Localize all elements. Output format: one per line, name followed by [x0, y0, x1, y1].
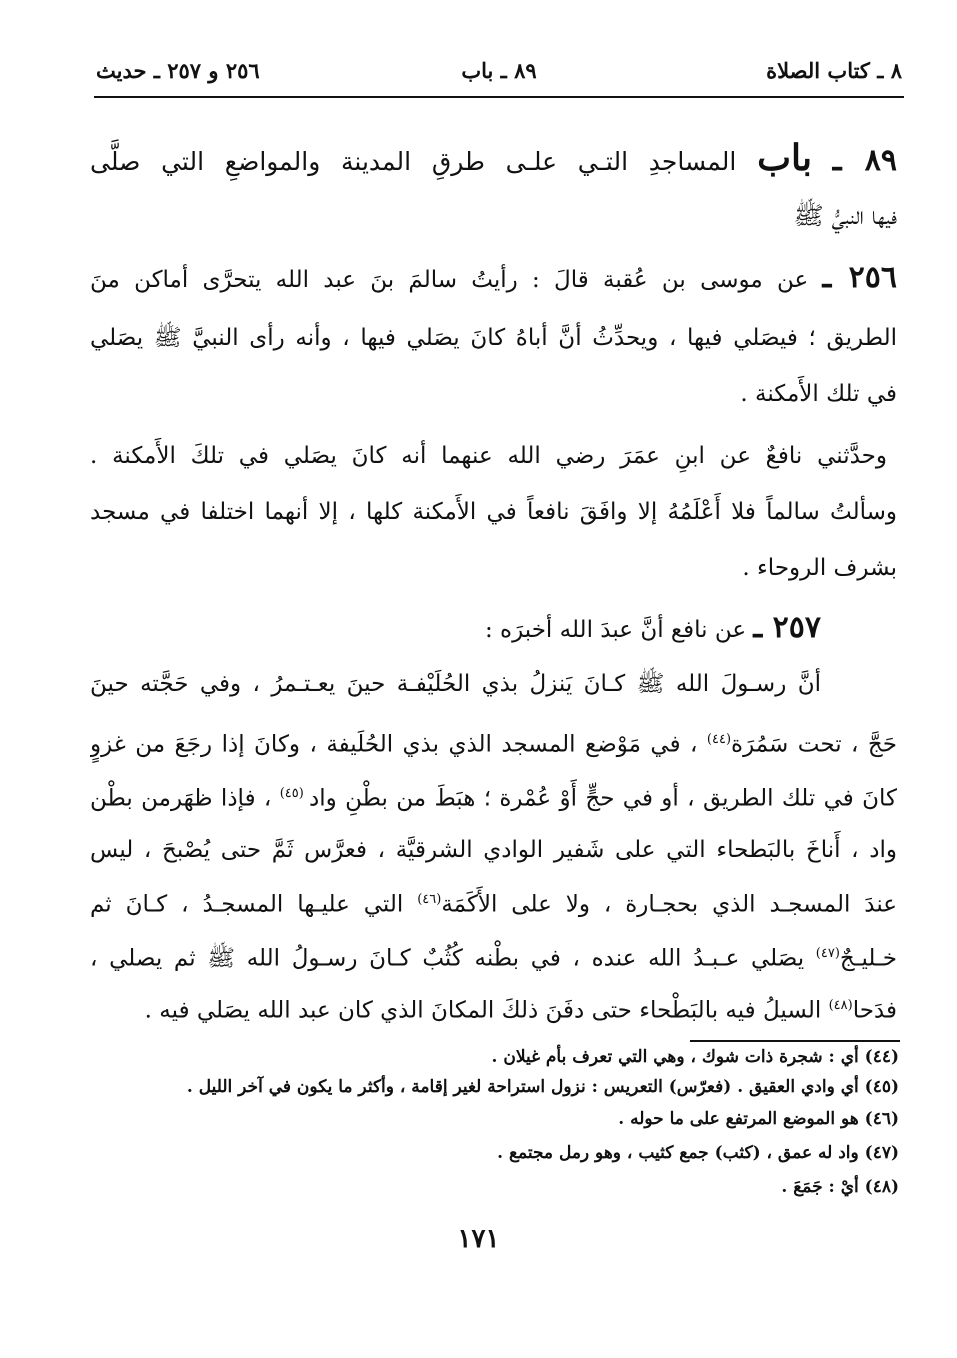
footnote-44: (٤٤) أي : شجرة ذات شوك ، وهي التي تعرف بأم غيلان .: [491, 1047, 899, 1067]
chapter-number: ٨٩ ـ: [832, 143, 897, 178]
running-head-chapter: ٨٩ ـ باب: [461, 58, 537, 83]
footnote-45: (٤٥) أي وادي العقيق . (فعرّس) التعريس : نزول استراحة لغير إقامة ، وأكثر ما يكون في آخر الليل .: [186, 1077, 899, 1097]
footnote-48: (٤٨) أيْ : جَمَعَ .: [781, 1177, 899, 1197]
hadith-257-line5-end: التي عليـها المسجـدُ ، كـانَ ثم: [90, 891, 418, 918]
hadith-256-para2-line1: وحدَّثني نافعٌ عن ابنِ عمَرَ رضي الله عنهما أنه كانَ يصَلي في تلكَ الأَمكنة .: [90, 443, 887, 469]
footnote-ref-46: (٤٦): [417, 892, 442, 907]
hadith-256-para2-line3: بشرف الروحاء .: [742, 555, 897, 581]
hadith-257-line7-start: فدَحا: [852, 997, 897, 1024]
hadith-257-line3: [90, 774, 897, 819]
hadith-257-number: ٢٥٧ ـ: [753, 610, 821, 645]
hadith-257-intro: عن نافع أنَّ عبدَ الله أخبرَه :: [484, 617, 747, 643]
running-head: [96, 52, 902, 94]
hadith-257-line5: [90, 880, 897, 925]
chapter-word: باب: [757, 137, 812, 179]
hadith-257-line5-start: عندَ المسجـد الذي بحجـارة ، ولا على الأَكَمَة: [441, 891, 897, 918]
running-head-book-title: ٨ ـ كتاب الصلاة: [766, 58, 902, 83]
hadith-257-line2: [90, 720, 897, 765]
page-number: ١٧١: [457, 1224, 500, 1254]
hadith-257-line4: واد ، أَناخَ بالبَطحاء التي على شَفير الوادي الشرقيَّة ، فعرَّس ثَمَّ حتى يُصْبحَ ، ليس: [90, 837, 897, 863]
chapter-heading: [90, 132, 897, 188]
chapter-title-line2: فيها النبيُّ ﷺ: [793, 201, 897, 230]
hadith-257-intro-line: [90, 608, 821, 650]
hadith-256-line3: في تلك الأَمكنة .: [740, 381, 897, 407]
hadith-257-line7-end: السيلُ فيه بالبَطْحاء حتى دفَنَ ذلكَ المكانَ الذي كان عبد الله يصَلي فيه .: [144, 997, 829, 1024]
hadith-256-number: ٢٥٦ ـ: [822, 260, 897, 295]
footnote-46: (٤٦) هو الموضع المرتفع على ما حوله .: [618, 1109, 899, 1129]
hadith-257-line6-start: خـليـجٌ: [839, 945, 897, 972]
hadith-257-line7: [90, 986, 897, 1031]
footnote-ref-44: (٤٤): [706, 732, 732, 747]
footnote-47: (٤٧) واد له عمق ، (كثب) جمع كثيب ، وهو رمل مجتمع .: [497, 1143, 899, 1163]
hadith-257-line3-start: كانَ في تلك الطريق ، أو في حجٍّ أَوْ عُمْرة ؛ هبَطَ من بطْنِ واد: [309, 785, 897, 812]
footnote-ref-48: (٤٨): [828, 998, 853, 1013]
hadith-257-line6-end: يصَلي عـبـدُ الله عنده ، في بطْنه كُثُبٌ كـانَ رسـولُ الله ﷺ ثم يصلي ،: [90, 945, 816, 972]
hadith-256-text: عن موسى بن عُقبة قالَ : رأيتُ سالمَ بنَ عبد الله يتحرَّى أماكن منَ: [90, 267, 809, 293]
footnote-ref-47: (٤٧): [815, 946, 840, 961]
chapter-title-line1: المساجدِ التـي علـى طرقِ المدينة والمواضعِ التي صلَّى: [90, 147, 737, 176]
hadith-256-line2: الطريق ؛ فيصَلي فيها ، ويحدِّثُ أنَّ أباهُ كانَ يصَلي فيها ، وأنه رأى النبيَّ ﷺ يصَلي: [90, 325, 897, 351]
running-head-hadith-range: ٢٥٦ و ٢٥٧ ـ حديث: [96, 58, 260, 83]
hadith-256-line1: [90, 258, 897, 300]
hadith-257-line6: [90, 934, 897, 979]
hadith-257-line3-end: ، فإذا ظهَرمن بطْن: [90, 785, 280, 812]
hadith-257-line1: أنَّ رسـولَ الله ﷺ كـانَ يَنزلُ بذي الحُلَيْفـة حينَ يعـتـمرُ ، وفي حَجَّته حينَ: [90, 671, 821, 697]
hadith-257-line2-end: ، في مَوْضع المسجد الذي بذي الحُلَيفة ، وكانَ إذا رجَعَ من غزوٍ: [90, 731, 707, 758]
hadith-256-para2-line2: وسألتُ سالماً فلا أَعْلَمُهُ إلا وافَقَ نافعاً في الأَمكنة كلها ، إلا أنهما اختلفا في مسجد: [90, 499, 897, 525]
header-rule: [94, 96, 904, 98]
hadith-257-line2-start: حَجَّ ، تحت سَمُرَة: [731, 731, 897, 758]
footnote-ref-45: (٤٥): [279, 786, 310, 801]
